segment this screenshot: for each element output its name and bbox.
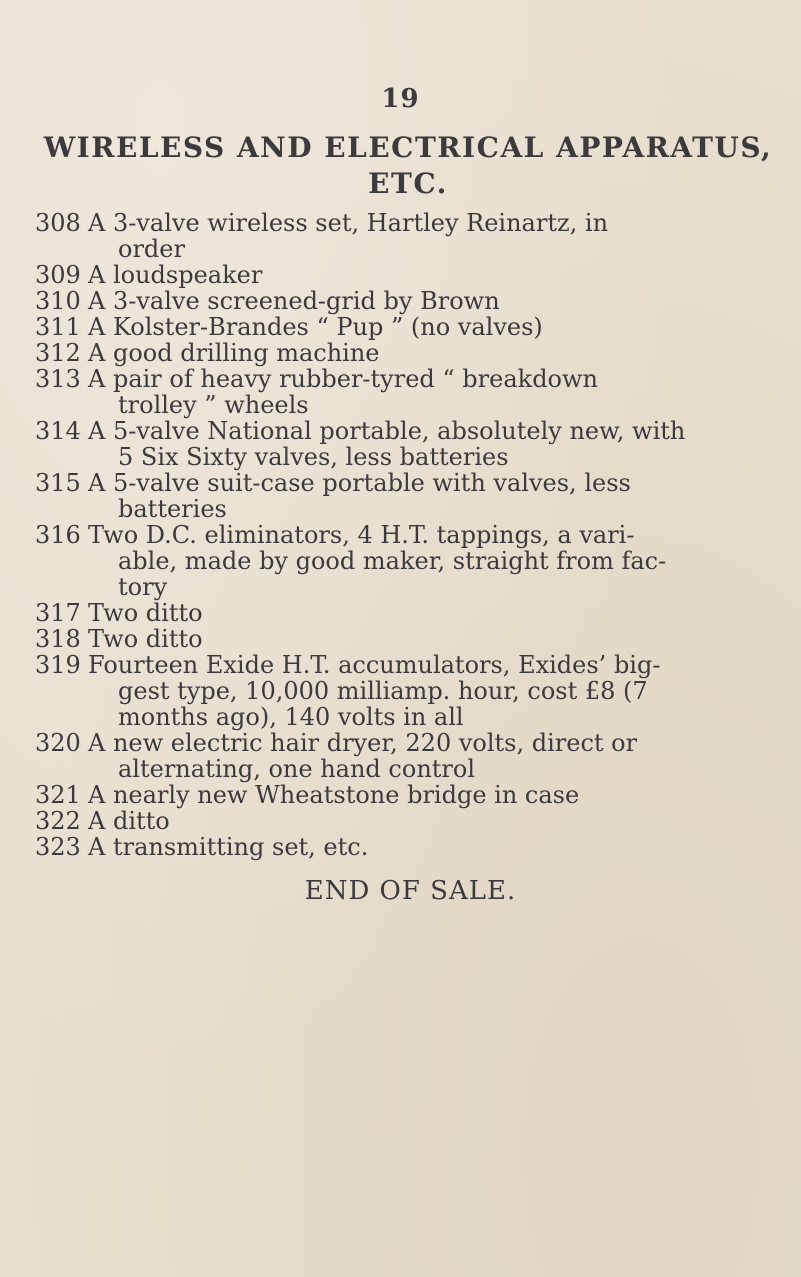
section-heading-line-1: WIRELESS AND ELECTRICAL APPARATUS, bbox=[43, 131, 773, 164]
lot-item bbox=[0, 470, 801, 522]
lot-item bbox=[0, 626, 801, 652]
lot-description bbox=[88, 782, 801, 808]
lot-description-line: order bbox=[118, 235, 185, 263]
lot-number: 316 bbox=[35, 521, 81, 549]
lot-description bbox=[88, 262, 801, 288]
section-heading-line-2: ETC. bbox=[368, 167, 448, 200]
lot-number: 322 bbox=[35, 807, 81, 835]
lot-description bbox=[88, 730, 801, 782]
lot-number: 320 bbox=[35, 729, 81, 757]
lot-item bbox=[0, 340, 801, 366]
lot-description-line: tory bbox=[118, 573, 168, 601]
end-of-sale: END OF SALE. bbox=[304, 876, 517, 906]
lot-item bbox=[0, 730, 801, 782]
lot-description bbox=[88, 210, 801, 262]
lot-number: 318 bbox=[35, 625, 81, 653]
lot-number: 314 bbox=[35, 417, 81, 445]
lot-number: 317 bbox=[35, 599, 81, 627]
lot-number: 321 bbox=[35, 781, 81, 809]
lot-description bbox=[88, 834, 801, 860]
lot-description bbox=[88, 288, 801, 314]
lot-description bbox=[88, 652, 801, 730]
lot-description-line: Fourteen Exide H.T. accumulators, Exides’ big- bbox=[88, 651, 661, 679]
lot-description-line: months ago), 140 volts in all bbox=[118, 703, 464, 731]
lot-description bbox=[88, 600, 801, 626]
lot-number: 310 bbox=[35, 287, 81, 315]
lot-number: 308 bbox=[35, 209, 81, 237]
lot-description-line: A nearly new Wheatstone bridge in case bbox=[88, 781, 580, 809]
lot-item bbox=[0, 418, 801, 470]
lot-description-line: Two ditto bbox=[88, 625, 203, 653]
lot-number: 309 bbox=[35, 261, 81, 289]
lot-number: 323 bbox=[35, 833, 81, 861]
lot-description-line: A ditto bbox=[88, 807, 170, 835]
lot-description-line: A loudspeaker bbox=[88, 261, 263, 289]
lot-item bbox=[0, 522, 801, 600]
lot-item bbox=[0, 782, 801, 808]
lot-description-line: Two ditto bbox=[88, 599, 203, 627]
lot-description-line: 5 Six Sixty valves, less batteries bbox=[118, 443, 509, 471]
lot-number: 313 bbox=[35, 365, 81, 393]
lot-item bbox=[0, 834, 801, 860]
lot-description bbox=[88, 808, 801, 834]
lot-description bbox=[88, 366, 801, 418]
lot-description-line: A good drilling machine bbox=[88, 339, 380, 367]
lot-description-line: A transmitting set, etc. bbox=[88, 833, 369, 861]
lot-description-line: Two D.C. eliminators, 4 H.T. tappings, a vari- bbox=[88, 521, 635, 549]
lot-description bbox=[88, 626, 801, 652]
lot-description-line: gest type, 10,000 milliamp. hour, cost £8 (7 bbox=[118, 677, 648, 705]
lot-item bbox=[0, 600, 801, 626]
lot-description-line: able, made by good maker, straight from fac- bbox=[118, 547, 667, 575]
lot-item bbox=[0, 314, 801, 340]
lot-description-line: A pair of heavy rubber-tyred “ breakdown bbox=[88, 365, 598, 393]
lot-item bbox=[0, 210, 801, 262]
lot-item bbox=[0, 288, 801, 314]
lot-item bbox=[0, 652, 801, 730]
lot-number: 319 bbox=[35, 651, 81, 679]
section-heading bbox=[28, 130, 788, 202]
lot-number: 312 bbox=[35, 339, 81, 367]
lot-description-line: A 5-valve suit-case portable with valves, less bbox=[88, 469, 631, 497]
lot-description bbox=[88, 418, 801, 470]
lot-item bbox=[0, 366, 801, 418]
lot-description-line: A new electric hair dryer, 220 volts, direct or bbox=[88, 729, 638, 757]
lot-description bbox=[88, 522, 801, 600]
lot-number: 311 bbox=[35, 313, 81, 341]
lot-item bbox=[0, 808, 801, 834]
lot-description-line: A 3-valve screened-grid by Brown bbox=[88, 287, 500, 315]
lot-description bbox=[88, 314, 801, 340]
lot-description-line: alternating, one hand control bbox=[118, 755, 476, 783]
lot-description bbox=[88, 340, 801, 366]
lot-list bbox=[0, 210, 801, 860]
lot-description-line: trolley ” wheels bbox=[118, 391, 309, 419]
lot-description bbox=[88, 470, 801, 522]
lot-description-line: A 3-valve wireless set, Hartley Reinartz, in bbox=[88, 209, 609, 237]
lot-description-line: A Kolster-Brandes “ Pup ” (no valves) bbox=[88, 313, 543, 341]
lot-description-line: A 5-valve National portable, absolutely new, with bbox=[88, 417, 686, 445]
page-number: 19 bbox=[381, 84, 420, 114]
lot-item bbox=[0, 262, 801, 288]
lot-description-line: batteries bbox=[118, 495, 227, 523]
lot-number: 315 bbox=[35, 469, 81, 497]
